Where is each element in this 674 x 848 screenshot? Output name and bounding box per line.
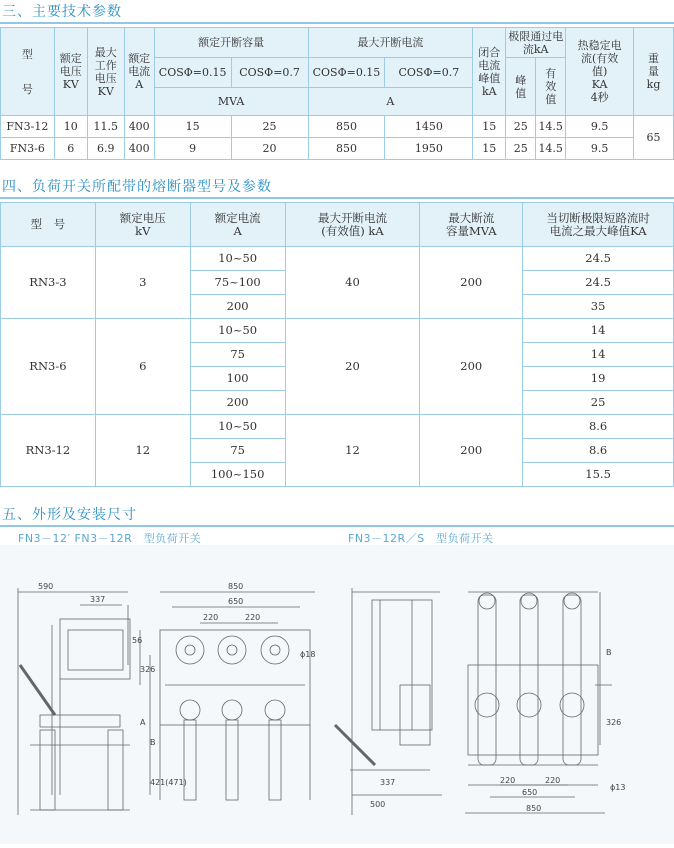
cell-fuse-capacity: 200	[420, 247, 523, 319]
section4-title: 四、负荷开关所配带的熔断器型号及参数	[2, 179, 272, 195]
section5-rule	[0, 525, 674, 527]
cell-thermal: 9.5	[566, 138, 634, 160]
cell-effective: 14.5	[536, 138, 566, 160]
cell-fuse-break-current: 20	[285, 319, 420, 415]
cell-fuse-current: 10~50	[190, 319, 285, 343]
header-fuse-current: 额定电流 A	[190, 203, 285, 247]
cell-model: FN3-6	[1, 138, 55, 160]
header-rated-current: 额定电流 A	[124, 28, 154, 116]
cell-fuse-current: 200	[190, 295, 285, 319]
header-weight-unit: kg	[646, 78, 661, 91]
dim-850: 850	[228, 582, 244, 591]
header-model-a: 型	[21, 47, 33, 61]
cell-fuse-peak: 14	[523, 343, 674, 367]
right-front-view	[465, 592, 612, 813]
cell-capacity-07: 20	[231, 138, 308, 160]
table-row	[1, 319, 674, 343]
cell-capacity-07: 25	[231, 116, 308, 138]
table-row	[1, 415, 674, 439]
header-rated-voltage: 额定电压 KV	[54, 28, 87, 116]
cell-fuse-current: 100~150	[190, 463, 285, 487]
dim-590: 590	[38, 582, 54, 591]
header-fuse-break-current: 最大开断电流 (有效值) kA	[285, 203, 420, 247]
cell-max-voltage: 6.9	[87, 138, 124, 160]
cell-fuse-break-current: 40	[285, 247, 420, 319]
header-model-b: 号	[21, 82, 33, 96]
left-front-view	[140, 592, 315, 800]
header-fuse-capacity-unit: 容量MVA	[445, 223, 497, 238]
cell-fuse-current: 200	[190, 391, 285, 415]
header-effective: 有效值	[536, 58, 566, 116]
header-fuse-voltage-unit: kV	[135, 223, 151, 238]
dim-rB: B	[606, 648, 612, 657]
cell-fuse-current: 75	[190, 439, 285, 463]
section3-rule	[0, 22, 674, 24]
dim-A: A	[140, 718, 146, 727]
dim-r220a: 220	[500, 776, 516, 785]
header-cos-015-b: COSΦ=0.15	[308, 58, 385, 88]
header-model	[1, 28, 55, 116]
section5-title: 五、外形及安装尺寸	[2, 507, 137, 523]
header-closing-peak: 闭合电流峰值 kA	[473, 28, 506, 116]
dim-r326: 326	[606, 718, 622, 727]
cell-peak: 25	[506, 138, 536, 160]
header-breaking-capacity: 额定开断容量	[154, 28, 308, 58]
cell-capacity-015: 9	[154, 138, 231, 160]
cell-fuse-current: 10~50	[190, 415, 285, 439]
cell-effective: 14.5	[536, 116, 566, 138]
tech-params-table	[0, 27, 674, 160]
cell-fuse-current: 10~50	[190, 247, 285, 271]
drawing-area	[0, 545, 674, 844]
cell-closing-peak: 15	[473, 138, 506, 160]
header-thermal-time: 4秒	[590, 91, 609, 104]
cell-fuse-break-current: 12	[285, 415, 420, 487]
header-fuse-capacity: 最大断流 容量MVA	[420, 203, 523, 247]
cell-thermal: 9.5	[566, 116, 634, 138]
cell-rated-voltage: 6	[54, 138, 87, 160]
cell-weight: 65	[634, 116, 674, 160]
cell-rated-current: 400	[124, 138, 154, 160]
header-fuse-peak: 当切断极限短路流时 电流之最大峰值KA	[523, 203, 674, 247]
dim-421: 421(471)	[150, 778, 187, 787]
cell-peak: 25	[506, 116, 536, 138]
cell-fuse-model: RN3-12	[1, 415, 96, 487]
header-max-work-voltage: 最大工作电压 KV	[87, 28, 124, 116]
fuse-params-table	[0, 202, 674, 487]
dim-220a: 220	[203, 613, 219, 622]
header-fuse-current-unit: A	[233, 223, 242, 238]
header-limit-current: 极限通过电流kA	[506, 28, 566, 58]
header-weight: 重量 kg	[634, 28, 674, 116]
header-thermal: 热稳定电 流(有效值) KA 4秒	[566, 28, 634, 116]
table-row	[1, 116, 674, 138]
header-rated-voltage-unit: KV	[62, 78, 79, 91]
header-max-work-voltage-unit: KV	[97, 84, 114, 98]
left-side-view	[18, 588, 130, 815]
dimension-drawing	[0, 545, 674, 844]
header-fuse-break-current-unit: (有效值) kA	[321, 223, 384, 238]
dim-56: 56	[132, 636, 143, 645]
cell-fuse-peak: 15.5	[523, 463, 674, 487]
drawing-label-right: FN3－12R／S 型负荷开关	[348, 532, 494, 545]
dim-r337: 337	[380, 778, 396, 787]
cell-break-015: 850	[308, 138, 385, 160]
section4-rule	[0, 197, 674, 199]
header-fuse-peak-2: 电流之最大峰值KA	[549, 223, 647, 238]
cell-fuse-peak: 8.6	[523, 415, 674, 439]
cell-fuse-voltage: 6	[95, 319, 190, 415]
cell-fuse-model: RN3-3	[1, 247, 96, 319]
dim-220b: 220	[245, 613, 261, 622]
header-thermal-unit: KA	[591, 78, 608, 91]
header-cos-015-a: COSΦ=0.15	[154, 58, 231, 88]
dim-r850: 850	[526, 804, 542, 813]
header-mva: MVA	[154, 88, 308, 116]
cell-max-voltage: 11.5	[87, 116, 124, 138]
header-amp: A	[308, 88, 473, 116]
cell-fuse-current: 75	[190, 343, 285, 367]
header-cos-07-b: COSΦ=0.7	[385, 58, 473, 88]
header-rated-current-unit: A	[135, 78, 144, 91]
cell-fuse-peak: 24.5	[523, 271, 674, 295]
cell-fuse-voltage: 12	[95, 415, 190, 487]
cell-closing-peak: 15	[473, 116, 506, 138]
cell-fuse-capacity: 200	[420, 319, 523, 415]
dim-B: B	[150, 738, 156, 747]
cell-fuse-peak: 14	[523, 319, 674, 343]
header-fuse-model: 型 号	[1, 203, 96, 247]
cell-fuse-peak: 25	[523, 391, 674, 415]
cell-break-07: 1950	[385, 138, 473, 160]
cell-capacity-015: 15	[154, 116, 231, 138]
cell-break-015: 850	[308, 116, 385, 138]
dim-r650: 650	[522, 788, 538, 797]
drawing-label-left: FN3－12′ FN3－12R 型负荷开关	[18, 532, 202, 545]
cell-rated-current: 400	[124, 116, 154, 138]
table-row	[1, 247, 674, 271]
section3-title: 三、主要技术参数	[2, 4, 122, 20]
cell-model: FN3-12	[1, 116, 55, 138]
cell-fuse-model: RN3-6	[1, 319, 96, 415]
cell-fuse-peak: 35	[523, 295, 674, 319]
table-row	[1, 138, 674, 160]
header-fuse-voltage: 额定电压 kV	[95, 203, 190, 247]
cell-fuse-peak: 8.6	[523, 439, 674, 463]
dim-650: 650	[228, 597, 244, 606]
dim-337: 337	[90, 595, 106, 604]
dim-r220b: 220	[545, 776, 561, 785]
dim-phi13: ϕ13	[610, 783, 626, 792]
dim-r500: 500	[370, 800, 386, 809]
dim-326: 326	[140, 665, 156, 674]
cell-rated-voltage: 10	[54, 116, 87, 138]
header-max-breaking-current: 最大开断电流	[308, 28, 473, 58]
cell-fuse-current: 100	[190, 367, 285, 391]
header-closing-peak-unit: kA	[481, 84, 497, 98]
cell-fuse-peak: 19	[523, 367, 674, 391]
dim-phi18: ϕ18	[300, 650, 316, 659]
cell-break-07: 1450	[385, 116, 473, 138]
header-cos-07-a: COSΦ=0.7	[231, 58, 308, 88]
header-peak: 峰值	[506, 58, 536, 116]
cell-fuse-peak: 24.5	[523, 247, 674, 271]
cell-fuse-capacity: 200	[420, 415, 523, 487]
cell-fuse-current: 75~100	[190, 271, 285, 295]
cell-fuse-voltage: 3	[95, 247, 190, 319]
